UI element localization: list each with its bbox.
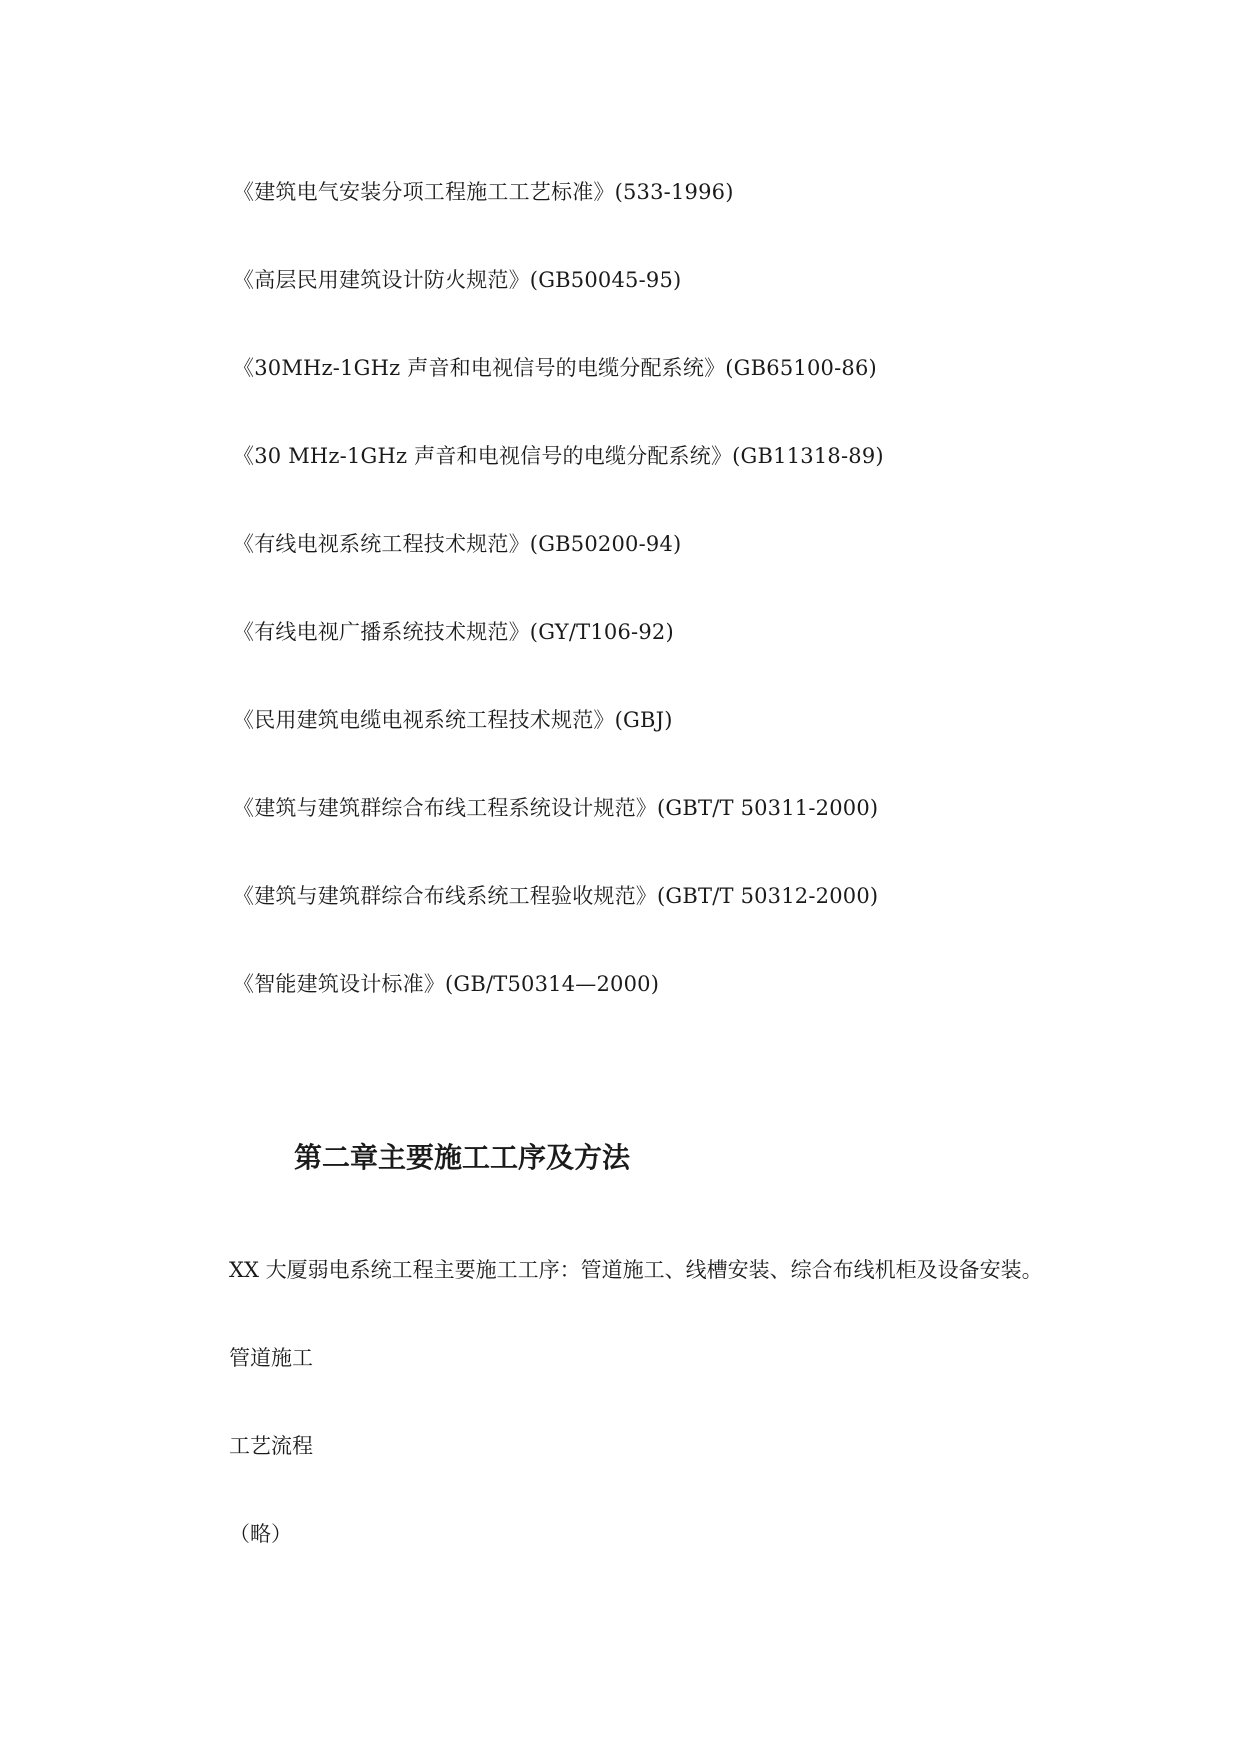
standard-item: 《高层民用建筑设计防火规范》(GB50045-95) [233, 268, 682, 292]
standards-list [233, 176, 884, 1056]
omitted-note: （略） [229, 1522, 292, 1546]
standard-item: 《民用建筑电缆电视系统工程技术规范》(GBJ) [233, 708, 673, 732]
standard-item: 《有线电视系统工程技术规范》(GB50200-94) [233, 532, 682, 556]
standard-item: 《智能建筑设计标准》(GB/T50314—2000) [233, 972, 660, 996]
standard-item: 《建筑电气安装分项工程施工工艺标准》(533-1996) [233, 180, 734, 204]
subsection-heading: 工艺流程 [229, 1434, 313, 1458]
standard-item: 《30MHz-1GHz 声音和电视信号的电缆分配系统》(GB65100-86) [233, 356, 877, 380]
standard-item: 《建筑与建筑群综合布线工程系统设计规范》(GBT/T 50311-2000) [233, 796, 879, 820]
intro-paragraph: XX 大厦弱电系统工程主要施工工序：管道施工、线槽安装、综合布线机柜及设备安装。 [229, 1258, 1043, 1282]
chapter-body [229, 1254, 1043, 1606]
standard-item: 《30 MHz-1GHz 声音和电视信号的电缆分配系统》(GB11318-89) [233, 444, 884, 468]
section-heading: 管道施工 [229, 1346, 313, 1370]
standard-item: 《建筑与建筑群综合布线系统工程验收规范》(GBT/T 50312-2000) [233, 884, 879, 908]
chapter-title: 第二章主要施工工序及方法 [294, 1141, 631, 1174]
standard-item: 《有线电视广播系统技术规范》(GY/T106-92) [233, 620, 674, 644]
